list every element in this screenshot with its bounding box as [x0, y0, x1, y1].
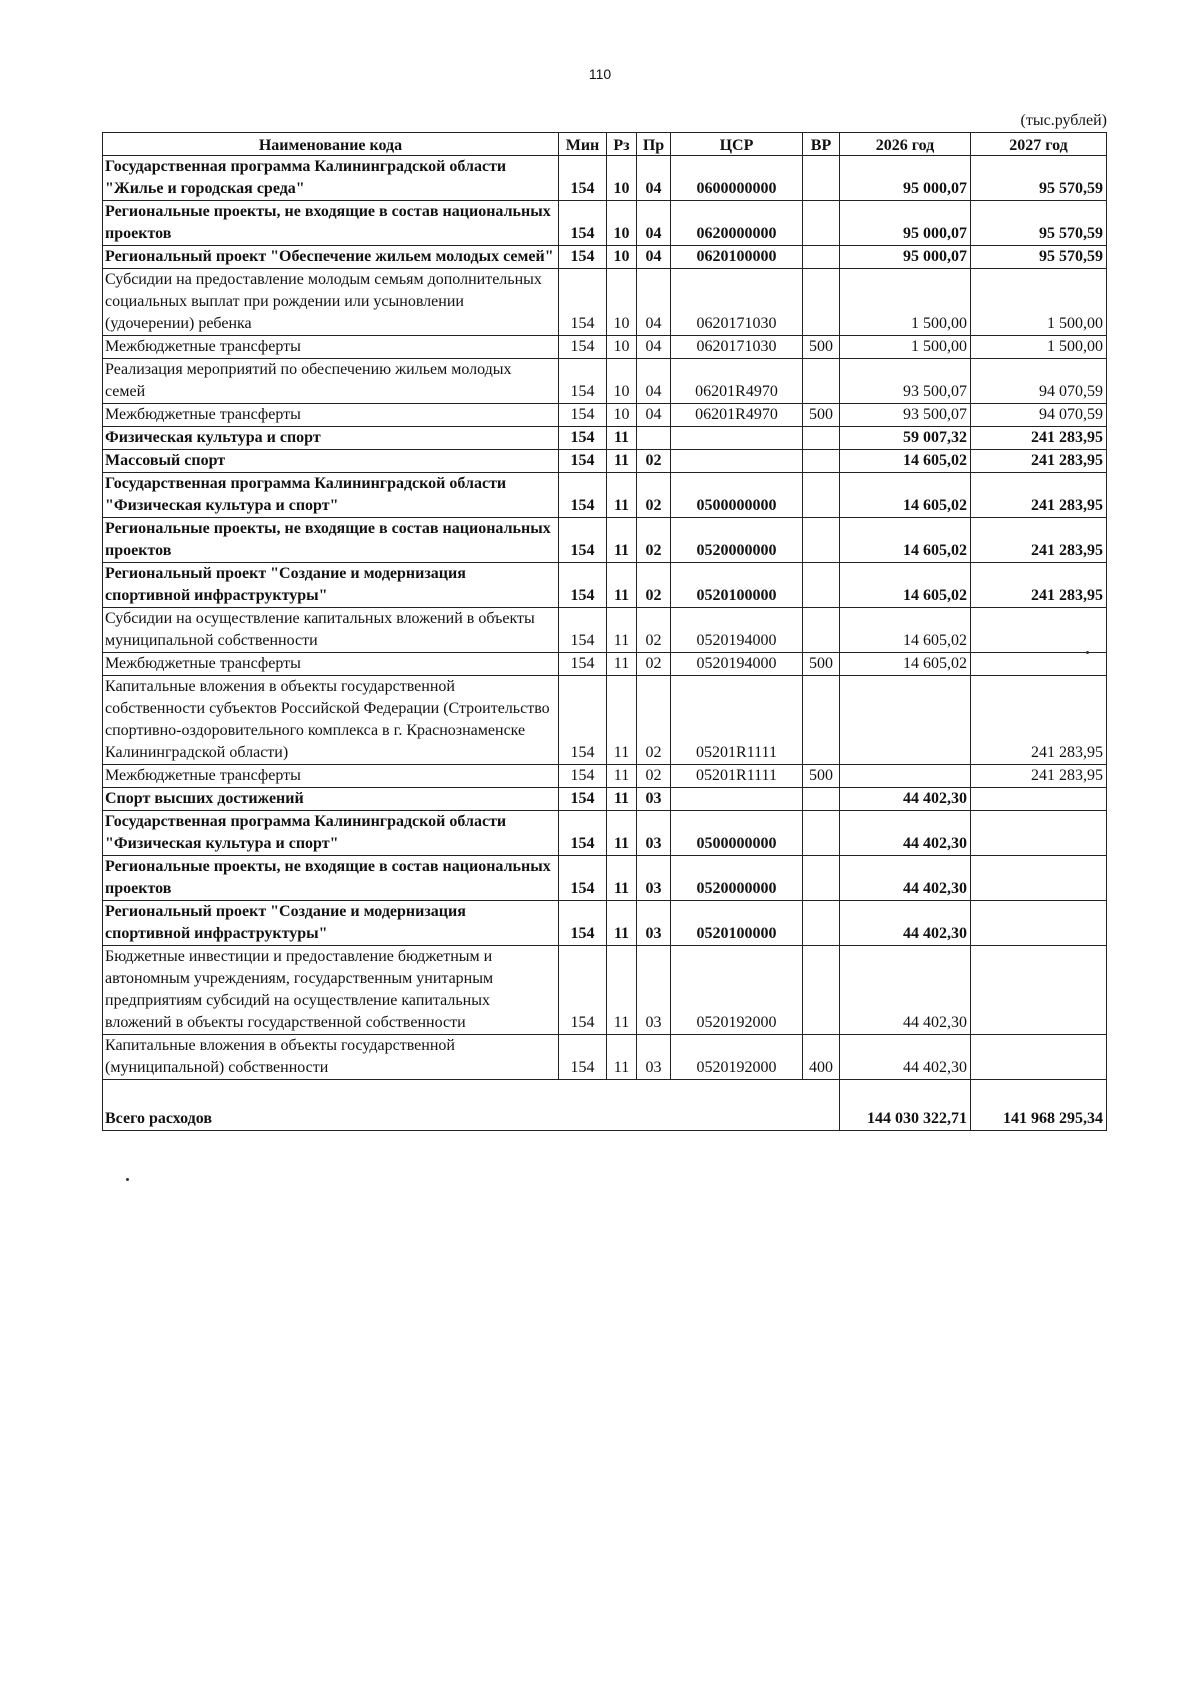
cell-2026: 44 402,30 [840, 1035, 971, 1080]
budget-table [102, 132, 1107, 1131]
cell-min: 154 [559, 856, 607, 901]
cell-pr: 04 [637, 246, 671, 269]
cell-2026: 14 605,02 [840, 518, 971, 563]
table-row [103, 765, 1107, 788]
cell-name: Капитальные вложения в объекты государственной собственности субъектов Российской Федерации (Строительство спортивно-оздоровительного комплекса в г. Краснознаменске Калининградской области) [103, 676, 559, 765]
cell-rz: 11 [607, 653, 637, 676]
cell-pr: 02 [637, 653, 671, 676]
table-row [103, 269, 1107, 336]
cell-pr: 04 [637, 359, 671, 404]
cell-pr: 03 [637, 811, 671, 856]
cell-csr: 0620171030 [671, 336, 803, 359]
cell-min: 154 [559, 336, 607, 359]
cell-min: 154 [559, 1035, 607, 1080]
cell-rz: 11 [607, 563, 637, 608]
cell-2026: 44 402,30 [840, 788, 971, 811]
cell-csr: 0500000000 [671, 473, 803, 518]
cell-name: Спорт высших достижений [103, 788, 559, 811]
cell-name: Региональный проект "Создание и модернизация спортивной инфраструктуры" [103, 901, 559, 946]
cell-pr: 03 [637, 856, 671, 901]
cell-csr: 06201R4970 [671, 359, 803, 404]
cell-min: 154 [559, 765, 607, 788]
cell-2027: 1 500,00 [971, 269, 1107, 336]
table-row [103, 856, 1107, 901]
cell-2026 [840, 765, 971, 788]
cell-2026: 95 000,07 [840, 201, 971, 246]
cell-csr [671, 788, 803, 811]
cell-2027: 95 570,59 [971, 201, 1107, 246]
cell-vr [803, 608, 840, 653]
cell-csr [671, 427, 803, 450]
cell-vr [803, 901, 840, 946]
cell-2026: 59 007,32 [840, 427, 971, 450]
cell-vr [803, 811, 840, 856]
cell-rz: 11 [607, 811, 637, 856]
cell-rz: 10 [607, 246, 637, 269]
cell-csr [671, 450, 803, 473]
cell-min: 154 [559, 676, 607, 765]
cell-name: Субсидии на осуществление капитальных вложений в объекты муниципальной собственности [103, 608, 559, 653]
table-row [103, 450, 1107, 473]
cell-pr: 04 [637, 156, 671, 201]
cell-rz: 11 [607, 473, 637, 518]
cell-2027: 241 283,95 [971, 563, 1107, 608]
table-row [103, 404, 1107, 427]
total-label: Всего расходов [103, 1080, 840, 1131]
cell-csr: 0520194000 [671, 608, 803, 653]
cell-min: 154 [559, 473, 607, 518]
cell-2027 [971, 946, 1107, 1035]
cell-csr: 0520100000 [671, 901, 803, 946]
cell-rz: 10 [607, 269, 637, 336]
cell-2026: 14 605,02 [840, 653, 971, 676]
cell-csr: 06201R4970 [671, 404, 803, 427]
table-row [103, 676, 1107, 765]
table-row [103, 246, 1107, 269]
cell-pr: 02 [637, 608, 671, 653]
cell-csr: 0520100000 [671, 563, 803, 608]
cell-rz: 11 [607, 608, 637, 653]
cell-2027: 95 570,59 [971, 246, 1107, 269]
cell-name: Массовый спорт [103, 450, 559, 473]
table-row [103, 518, 1107, 563]
table-row [103, 427, 1107, 450]
cell-csr: 0520192000 [671, 1035, 803, 1080]
table-header-row [103, 133, 1107, 156]
cell-2027: 241 283,95 [971, 427, 1107, 450]
cell-2027 [971, 653, 1107, 676]
cell-min: 154 [559, 901, 607, 946]
cell-2026: 1 500,00 [840, 336, 971, 359]
cell-rz: 11 [607, 676, 637, 765]
cell-2026: 1 500,00 [840, 269, 971, 336]
cell-2027: 94 070,59 [971, 359, 1107, 404]
table-row [103, 1035, 1107, 1080]
cell-name: Региональные проекты, не входящие в состав национальных проектов [103, 518, 559, 563]
cell-pr: 04 [637, 269, 671, 336]
cell-2026: 14 605,02 [840, 608, 971, 653]
cell-2027: 1 500,00 [971, 336, 1107, 359]
cell-vr [803, 450, 840, 473]
cell-vr [803, 156, 840, 201]
cell-vr [803, 676, 840, 765]
cell-vr: 500 [803, 336, 840, 359]
scan-speck [126, 1178, 129, 1181]
cell-name: Реализация мероприятий по обеспечению жильем молодых семей [103, 359, 559, 404]
cell-rz: 11 [607, 450, 637, 473]
cell-name: Региональный проект "Создание и модернизация спортивной инфраструктуры" [103, 563, 559, 608]
table-row [103, 788, 1107, 811]
cell-name: Государственная программа Калининградской области "Жилье и городская среда" [103, 156, 559, 201]
cell-pr: 02 [637, 765, 671, 788]
cell-csr: 05201R1111 [671, 676, 803, 765]
cell-csr: 0620171030 [671, 269, 803, 336]
total-2026: 144 030 322,71 [840, 1080, 971, 1131]
header-2027: 2027 год [971, 133, 1107, 156]
cell-2027: 241 283,95 [971, 676, 1107, 765]
cell-rz: 11 [607, 901, 637, 946]
cell-min: 154 [559, 156, 607, 201]
cell-pr: 03 [637, 901, 671, 946]
cell-rz: 10 [607, 201, 637, 246]
cell-min: 154 [559, 653, 607, 676]
cell-vr [803, 269, 840, 336]
cell-2026: 14 605,02 [840, 563, 971, 608]
cell-min: 154 [559, 518, 607, 563]
table-row [103, 901, 1107, 946]
cell-pr: 03 [637, 946, 671, 1035]
table-row [103, 201, 1107, 246]
table-row [103, 608, 1107, 653]
cell-2027 [971, 608, 1107, 653]
cell-2027: 241 283,95 [971, 450, 1107, 473]
cell-min: 154 [559, 201, 607, 246]
header-pr: Пр [637, 133, 671, 156]
cell-2026: 44 402,30 [840, 901, 971, 946]
cell-vr [803, 946, 840, 1035]
cell-rz: 11 [607, 765, 637, 788]
cell-csr: 05201R1111 [671, 765, 803, 788]
cell-pr: 02 [637, 518, 671, 563]
table-row [103, 473, 1107, 518]
cell-pr: 02 [637, 450, 671, 473]
cell-2027: 94 070,59 [971, 404, 1107, 427]
cell-2026: 44 402,30 [840, 946, 971, 1035]
cell-rz: 11 [607, 1035, 637, 1080]
cell-name: Бюджетные инвестиции и предоставление бюджетным и автономным учреждениям, государственным унитарным предприятиям субсидий на осуществление капитальных вложений в объекты государственной собственности [103, 946, 559, 1035]
header-csr: ЦСР [671, 133, 803, 156]
page-number: 110 [588, 66, 612, 82]
cell-rz: 10 [607, 359, 637, 404]
table-row [103, 359, 1107, 404]
cell-vr [803, 359, 840, 404]
cell-rz: 10 [607, 156, 637, 201]
table-row [103, 811, 1107, 856]
cell-vr: 400 [803, 1035, 840, 1080]
table-row [103, 563, 1107, 608]
cell-min: 154 [559, 811, 607, 856]
cell-vr: 500 [803, 404, 840, 427]
cell-name: Региональный проект "Обеспечение жильем молодых семей" [103, 246, 559, 269]
cell-vr [803, 518, 840, 563]
cell-2027: 241 283,95 [971, 518, 1107, 563]
cell-name: Межбюджетные трансферты [103, 404, 559, 427]
cell-pr: 03 [637, 1035, 671, 1080]
header-vr: ВР [803, 133, 840, 156]
cell-min: 154 [559, 427, 607, 450]
table-row [103, 336, 1107, 359]
cell-rz: 11 [607, 518, 637, 563]
header-min: Мин [559, 133, 607, 156]
cell-pr [637, 427, 671, 450]
units-label: (тыс.рублей) [1020, 112, 1107, 129]
cell-name: Межбюджетные трансферты [103, 765, 559, 788]
cell-csr: 0520000000 [671, 518, 803, 563]
cell-2027: 241 283,95 [971, 473, 1107, 518]
table-row [103, 156, 1107, 201]
table-row [103, 946, 1107, 1035]
cell-min: 154 [559, 563, 607, 608]
scan-speck [1086, 651, 1089, 654]
table-body [103, 156, 1107, 1080]
cell-rz: 10 [607, 336, 637, 359]
cell-vr [803, 788, 840, 811]
cell-pr: 04 [637, 404, 671, 427]
cell-rz: 11 [607, 946, 637, 1035]
cell-2027 [971, 811, 1107, 856]
cell-2027 [971, 856, 1107, 901]
cell-2027: 95 570,59 [971, 156, 1107, 201]
cell-csr: 0520192000 [671, 946, 803, 1035]
cell-name: Субсидии на предоставление молодым семьям дополнительных социальных выплат при рождении или усыновлении (удочерении) ребенка [103, 269, 559, 336]
cell-vr [803, 246, 840, 269]
cell-name: Капитальные вложения в объекты государственной (муниципальной) собственности [103, 1035, 559, 1080]
total-row [103, 1080, 1107, 1131]
header-name: Наименование кода [103, 133, 559, 156]
cell-vr [803, 427, 840, 450]
cell-min: 154 [559, 946, 607, 1035]
cell-csr: 0620100000 [671, 246, 803, 269]
cell-2026: 95 000,07 [840, 246, 971, 269]
cell-rz: 11 [607, 856, 637, 901]
cell-name: Региональные проекты, не входящие в состав национальных проектов [103, 856, 559, 901]
cell-vr [803, 856, 840, 901]
cell-rz: 11 [607, 427, 637, 450]
cell-pr: 03 [637, 788, 671, 811]
cell-2026: 14 605,02 [840, 473, 971, 518]
cell-csr: 0620000000 [671, 201, 803, 246]
cell-pr: 02 [637, 563, 671, 608]
cell-2026: 95 000,07 [840, 156, 971, 201]
cell-min: 154 [559, 450, 607, 473]
total-2027: 141 968 295,34 [971, 1080, 1107, 1131]
cell-2026: 93 500,07 [840, 359, 971, 404]
cell-csr: 0600000000 [671, 156, 803, 201]
cell-min: 154 [559, 608, 607, 653]
cell-name: Государственная программа Калининградской области "Физическая культура и спорт" [103, 473, 559, 518]
cell-2027 [971, 1035, 1107, 1080]
cell-vr: 500 [803, 765, 840, 788]
cell-pr: 02 [637, 473, 671, 518]
cell-rz: 10 [607, 404, 637, 427]
cell-min: 154 [559, 788, 607, 811]
cell-name: Физическая культура и спорт [103, 427, 559, 450]
cell-min: 154 [559, 246, 607, 269]
cell-min: 154 [559, 269, 607, 336]
cell-vr [803, 473, 840, 518]
cell-csr: 0520000000 [671, 856, 803, 901]
cell-2026: 14 605,02 [840, 450, 971, 473]
cell-vr [803, 563, 840, 608]
cell-name: Межбюджетные трансферты [103, 653, 559, 676]
cell-2027 [971, 901, 1107, 946]
cell-pr: 04 [637, 336, 671, 359]
cell-vr: 500 [803, 653, 840, 676]
cell-min: 154 [559, 404, 607, 427]
cell-2027 [971, 788, 1107, 811]
cell-2026: 44 402,30 [840, 811, 971, 856]
cell-2026 [840, 676, 971, 765]
header-rz: Рз [607, 133, 637, 156]
table-row [103, 653, 1107, 676]
cell-rz: 11 [607, 788, 637, 811]
cell-vr [803, 201, 840, 246]
cell-2026: 44 402,30 [840, 856, 971, 901]
cell-pr: 04 [637, 201, 671, 246]
cell-2027: 241 283,95 [971, 765, 1107, 788]
cell-name: Региональные проекты, не входящие в состав национальных проектов [103, 201, 559, 246]
header-2026: 2026 год [840, 133, 971, 156]
cell-csr: 0520194000 [671, 653, 803, 676]
cell-2026: 93 500,07 [840, 404, 971, 427]
cell-name: Государственная программа Калининградской области "Физическая культура и спорт" [103, 811, 559, 856]
cell-min: 154 [559, 359, 607, 404]
cell-pr: 02 [637, 676, 671, 765]
cell-name: Межбюджетные трансферты [103, 336, 559, 359]
cell-csr: 0500000000 [671, 811, 803, 856]
